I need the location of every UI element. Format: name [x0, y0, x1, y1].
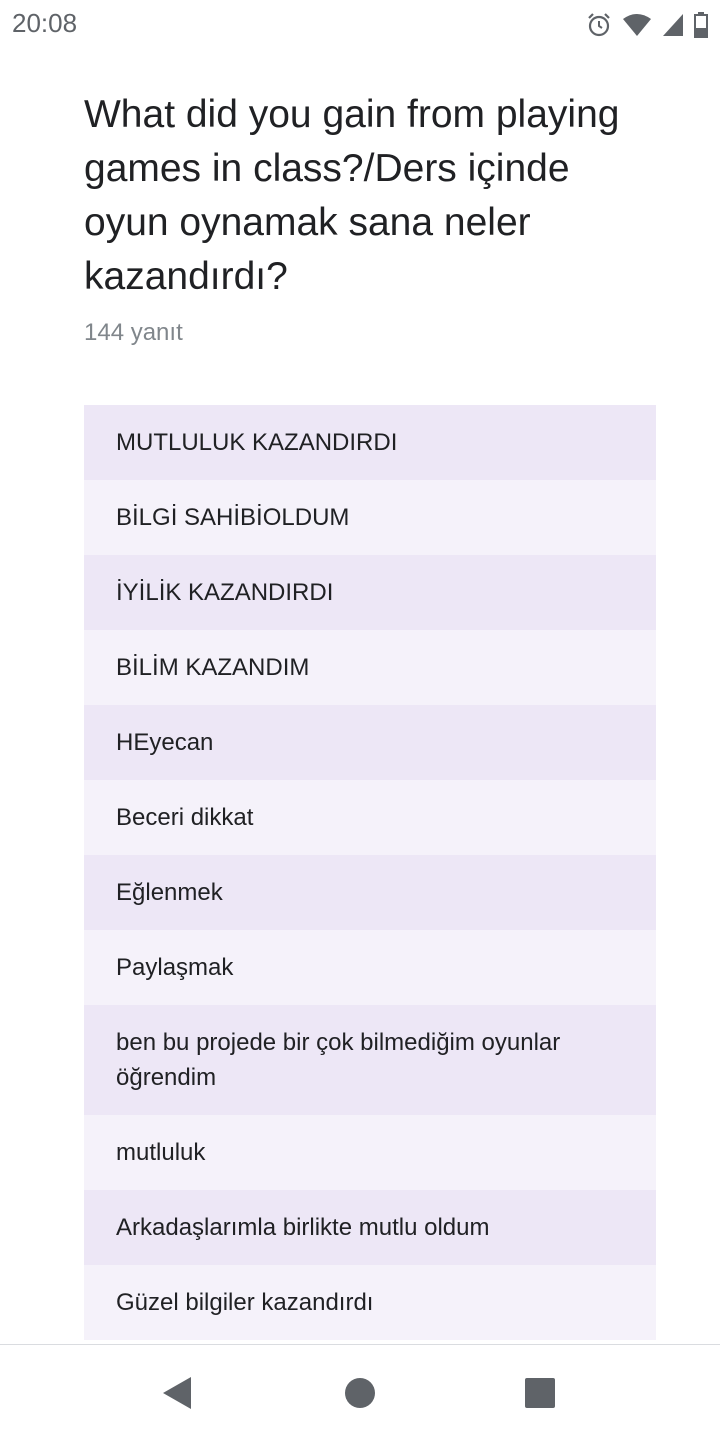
response-item: Güzel bilgiler kazandırdı [84, 1265, 656, 1340]
response-item: HEyecan [84, 705, 656, 780]
response-item: Beceri dikkat [84, 780, 656, 855]
question-title: What did you gain from playing games in class?/Ders içinde oyun oynamak sana neler kazandırdı? [84, 93, 620, 298]
response-item: İYİLİK KAZANDIRDI [84, 555, 656, 630]
home-button[interactable] [342, 1375, 378, 1411]
response-item: BİLİM KAZANDIM [84, 630, 656, 705]
responses-scroll-content [84, 405, 656, 1340]
responses-list[interactable] [84, 415, 656, 1316]
navigation-bar [0, 1345, 720, 1440]
home-icon [344, 1377, 376, 1409]
recents-button[interactable] [522, 1375, 558, 1411]
response-item: ben bu projede bir çok bilmediğim oyunlar öğrendim [84, 1005, 656, 1115]
status-time: 20:08 [12, 8, 78, 38]
back-icon [161, 1375, 195, 1411]
recents-icon [524, 1377, 556, 1409]
status-bar [0, 0, 720, 50]
back-button[interactable] [160, 1375, 196, 1411]
response-item: Arkadaşlarımla birlikte mutlu oldum [84, 1190, 656, 1265]
response-item: BİLGİ SAHİBİOLDUM [84, 480, 656, 555]
response-item: mutluluk [84, 1115, 656, 1190]
alarm-icon [586, 12, 612, 38]
signal-icon [662, 13, 684, 37]
battery-icon [694, 12, 708, 38]
response-item: Eğlenmek [84, 855, 656, 930]
status-icons [586, 10, 708, 40]
wifi-icon [622, 13, 652, 37]
response-count: 144 yanıt [84, 319, 183, 346]
response-item: Paylaşmak [84, 930, 656, 1005]
response-item: MUTLULUK KAZANDIRDI [84, 405, 656, 480]
